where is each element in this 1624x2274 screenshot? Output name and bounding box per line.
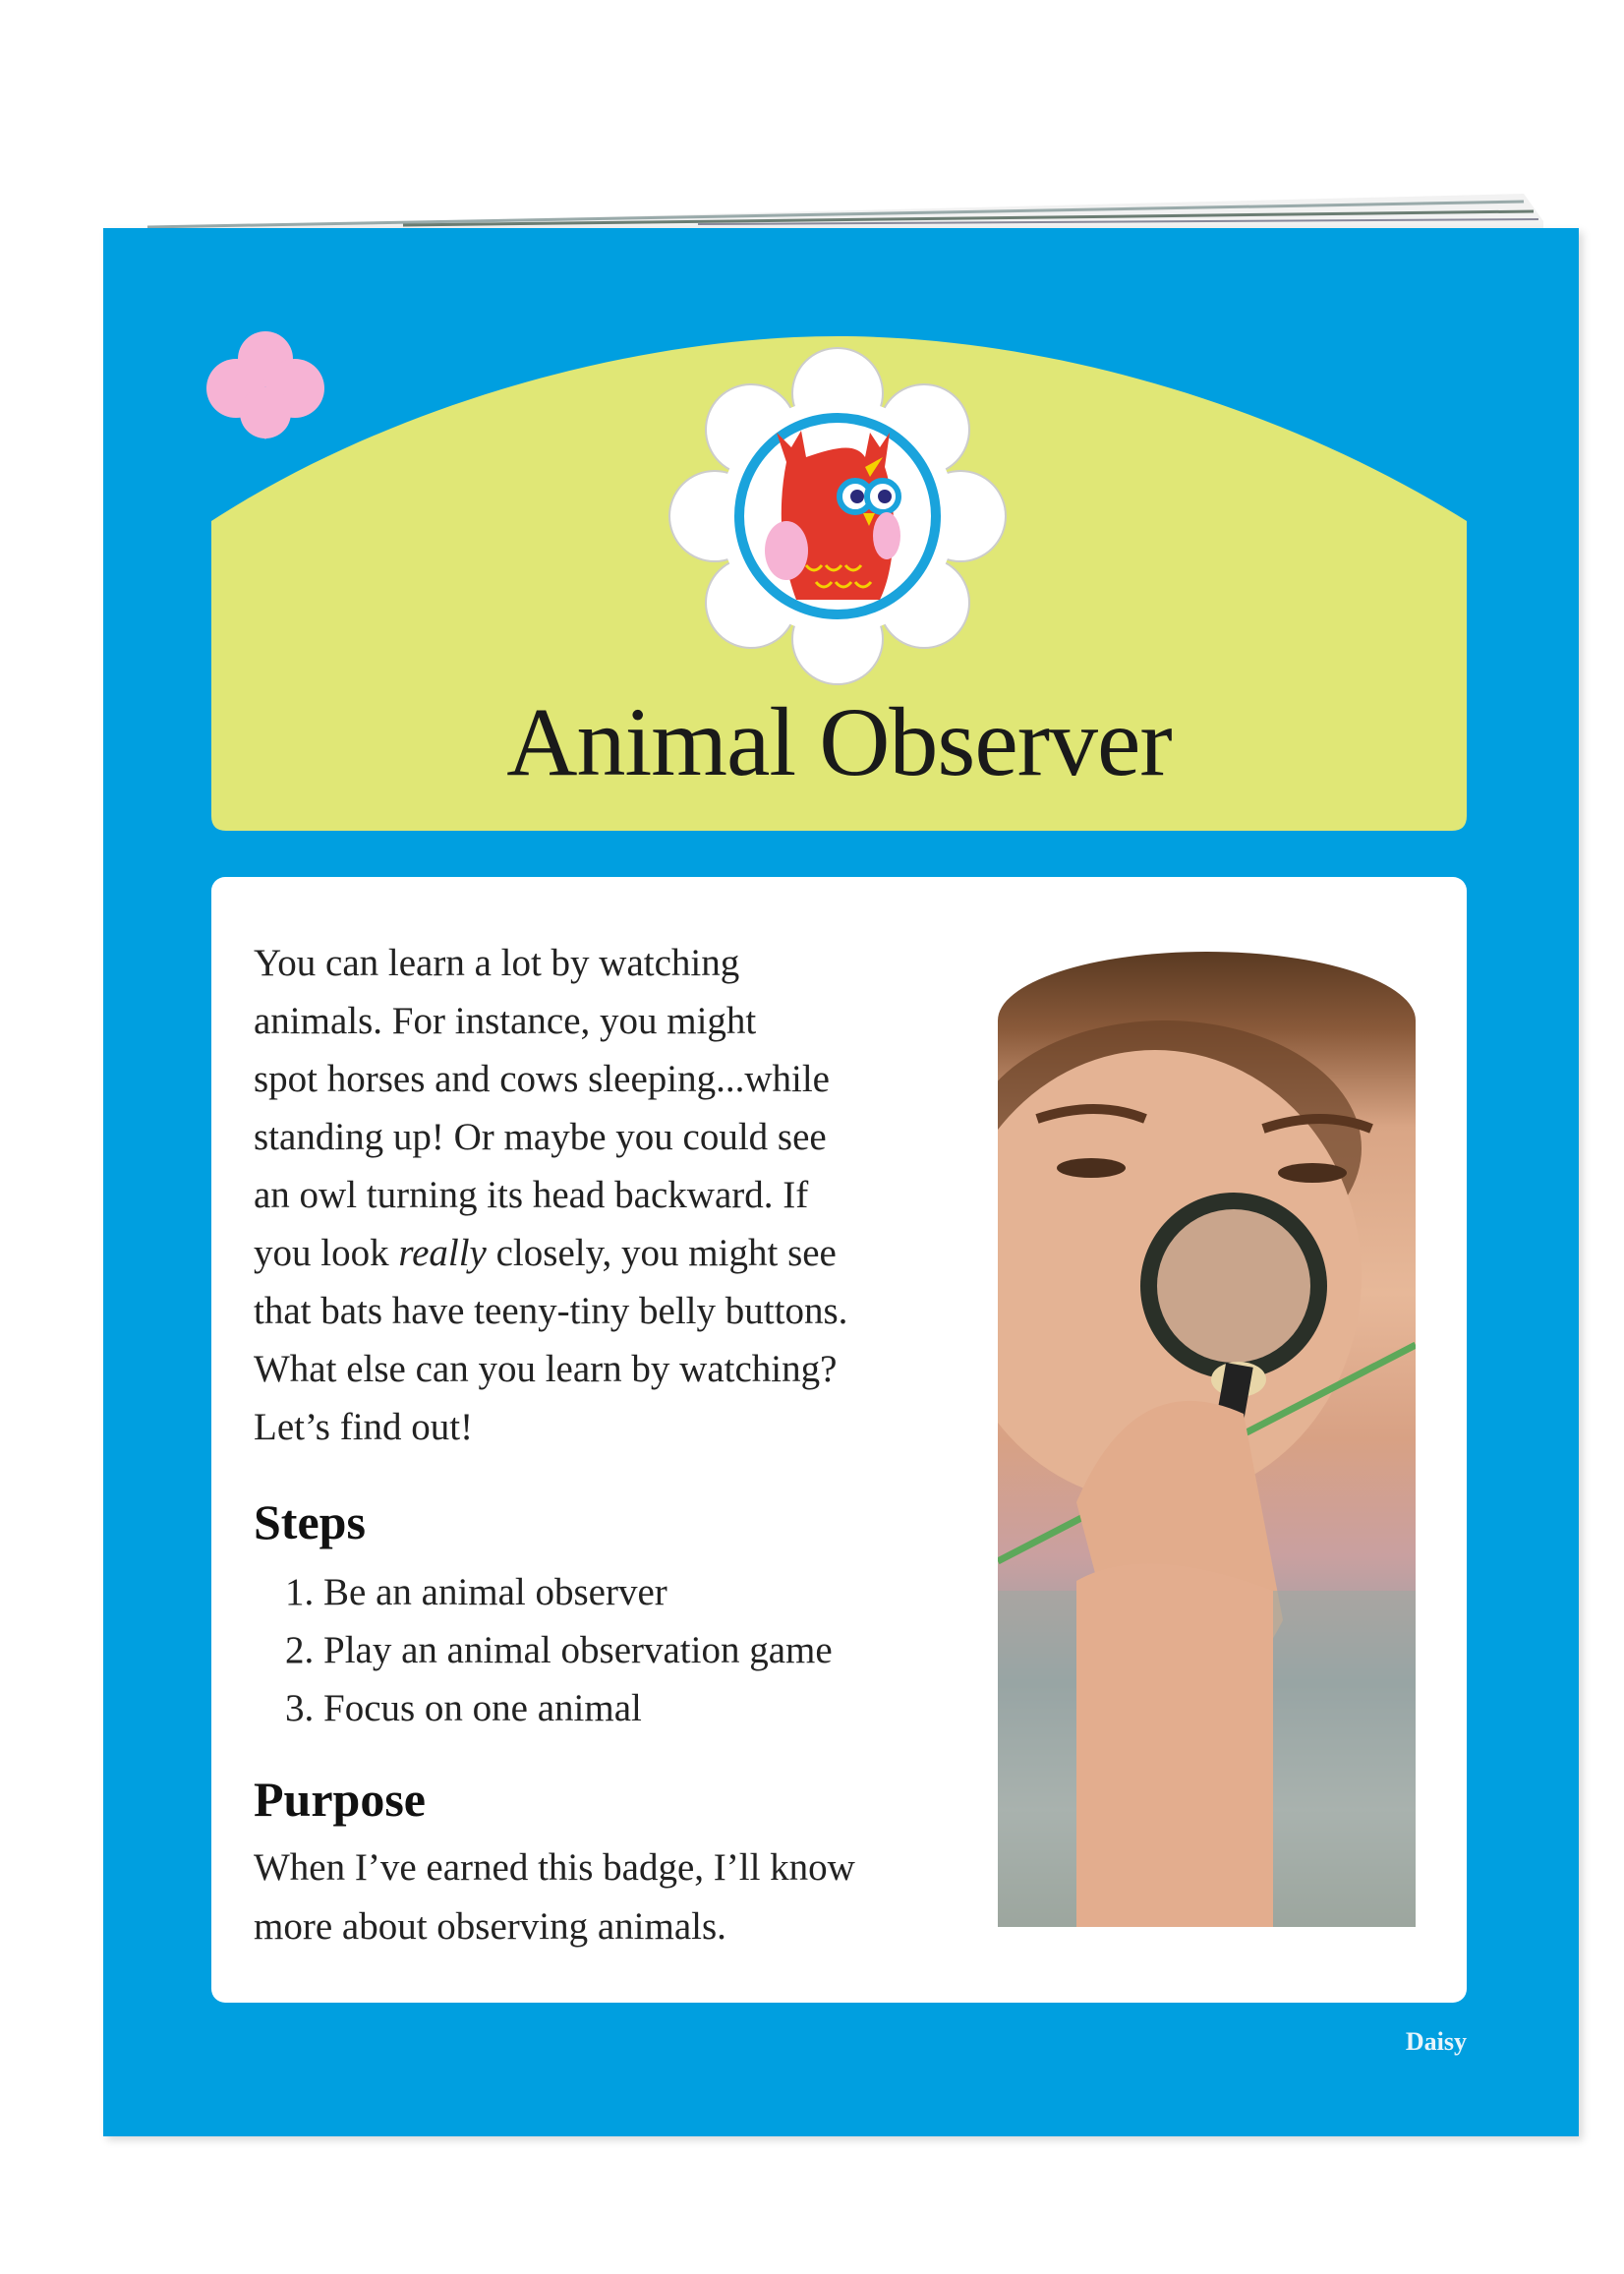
intro-text: closely, you might see xyxy=(495,1232,837,1274)
page-title: Animal Observer xyxy=(506,687,1172,796)
step-item: 1. Be an animal observer xyxy=(285,1571,667,1613)
purpose-line: more about observing animals. xyxy=(254,1905,726,1948)
intro-line xyxy=(254,1224,837,1282)
steps-heading: Steps xyxy=(254,1494,366,1549)
intro-line: animals. For instance, you might xyxy=(254,1000,757,1042)
girl-with-magnifier-photo xyxy=(998,952,1416,1927)
intro-line: What else can you learn by watching? xyxy=(254,1348,838,1390)
intro-line: You can learn a lot by watching xyxy=(254,942,740,984)
trefoil-logo-icon xyxy=(206,331,324,439)
step-item: 3. Focus on one animal xyxy=(285,1687,642,1729)
photo-illustration xyxy=(998,952,1416,1927)
intro-line: that bats have teeny-tiny belly buttons. xyxy=(254,1290,848,1332)
badge-owl-icon xyxy=(669,348,1006,684)
intro-line: standing up! Or maybe you could see xyxy=(254,1116,827,1158)
intro-line: spot horses and cows sleeping...while xyxy=(254,1058,830,1100)
intro-text: you look xyxy=(254,1232,399,1274)
emphasis-text: really xyxy=(398,1232,487,1274)
step-item: 2. Play an animal observation game xyxy=(285,1629,833,1671)
intro-line: an owl turning its head backward. If xyxy=(254,1174,809,1216)
intro-line: Let’s find out! xyxy=(254,1406,474,1448)
purpose-heading: Purpose xyxy=(254,1772,426,1827)
footer-level-label: Daisy xyxy=(1405,2027,1467,2056)
purpose-line: When I’ve earned this badge, I’ll know xyxy=(254,1846,855,1889)
